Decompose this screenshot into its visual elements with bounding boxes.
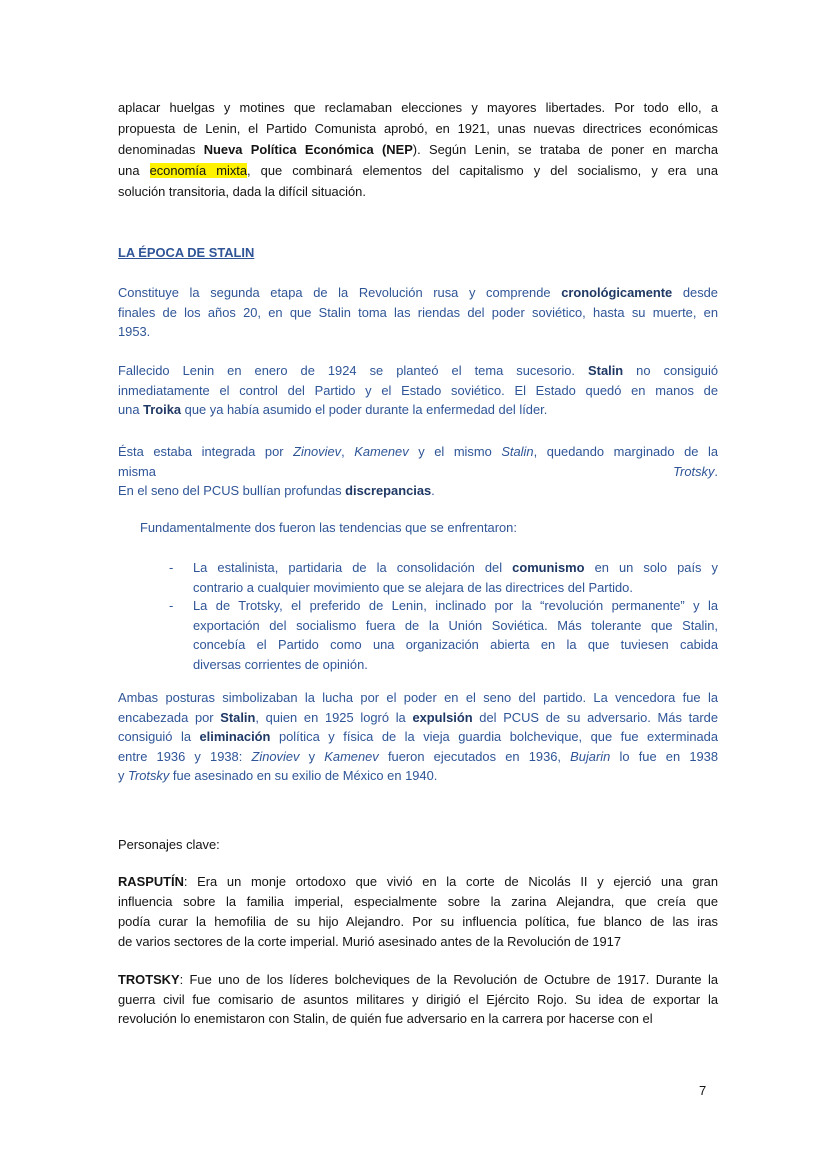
bold-text: expulsión — [412, 709, 473, 725]
text-line — [118, 970, 718, 990]
text-line — [118, 118, 718, 139]
text-run: no consiguió — [623, 363, 719, 378]
text-run: aplacar huelgas y motines que reclamaban elecciones y mayores libertades. Por todo ello, a — [118, 100, 718, 115]
paragraph — [140, 518, 740, 538]
paragraph — [118, 442, 718, 501]
highlighted-text: economía mixta — [149, 163, 248, 178]
bold-text: eliminación — [199, 729, 271, 745]
text-line — [140, 518, 740, 538]
text-line — [118, 708, 718, 728]
text-run: del PCUS de su adversario. Más tarde — [472, 709, 718, 725]
text-line — [118, 361, 718, 381]
text-run: diversas corrientes de opinión. — [193, 656, 368, 672]
text-line — [193, 578, 718, 598]
text-run: : Fue uno de los líderes bolcheviques de la Revolución de Octubre de 1917. Durante la — [179, 972, 718, 987]
text-run: influencia sobre la familia imperial, especialmente sobre la zarina Alejandra, que creía que — [118, 894, 718, 909]
italic-text: Zinoviev — [293, 444, 342, 459]
italic-text: Bujarin — [570, 748, 611, 764]
text-line — [118, 97, 718, 118]
text-line — [118, 283, 718, 303]
text-run: y — [299, 748, 325, 764]
text-run: entre 1936 y 1938: — [118, 748, 252, 764]
italic-text: Kamenev — [354, 444, 409, 459]
text-run: lo fue en 1938 — [610, 748, 719, 764]
text-line — [118, 381, 718, 401]
paragraph — [118, 835, 718, 855]
text-run: Fallecido Lenin en enero de 1924 se planteó el tema sucesorio. — [118, 363, 589, 378]
paragraph — [118, 283, 718, 342]
bold-text: comunismo — [512, 560, 585, 575]
bold-text: Stalin — [220, 709, 256, 725]
text-line — [118, 462, 718, 482]
bold-text: Nueva Política Económica (NEP — [203, 142, 413, 157]
text-run: Personajes clave: — [118, 837, 220, 852]
text-line — [118, 932, 718, 952]
text-run: solución transitoria, dada la difícil situación. — [118, 184, 366, 199]
paragraph — [118, 97, 718, 202]
text-line — [118, 727, 718, 747]
bold-text: TROTSKY — [118, 972, 180, 987]
list-item — [169, 558, 718, 597]
text-run: , que combinará elementos del capitalismo y del socialismo, y era una — [247, 163, 718, 178]
text-line — [193, 596, 718, 616]
text-line — [118, 481, 718, 501]
bold-text: cronológicamente — [561, 285, 673, 300]
text-line — [118, 322, 718, 342]
text-run: en un solo país y — [584, 560, 718, 575]
text-line — [118, 303, 718, 323]
text-line — [118, 442, 718, 462]
text-run: En el seno del PCUS bullían profundas — [118, 483, 346, 499]
text-run: . — [431, 483, 435, 499]
paragraph — [118, 970, 718, 1029]
text-line — [118, 892, 718, 912]
text-line — [193, 655, 718, 675]
text-run: guerra civil fue comisario de asuntos militares y dirigió el Ejército Rojo. Su idea de exportar la — [118, 991, 718, 1007]
text-run: , — [341, 444, 355, 459]
text-run: y — [118, 768, 129, 784]
text-run: una — [118, 402, 144, 418]
list-bullet: - — [169, 598, 174, 613]
text-run: La de Trotsky, el preferido de Lenin, inclinado por la “revolución permanente” y la — [193, 598, 718, 613]
paragraph — [118, 872, 718, 952]
italic-text: Trotsky — [128, 768, 170, 784]
text-run: La estalinista, partidaria de la consolidación del — [193, 560, 513, 575]
page-number: 7 — [699, 1083, 707, 1098]
bold-text: Stalin — [588, 363, 624, 378]
text-run: LA ÉPOCA DE STALIN — [118, 245, 255, 260]
text-run: de varios sectores de la corte imperial. Murió asesinado antes de la Revolución de 1917 — [118, 934, 622, 949]
text-run: fueron ejecutados en 1936, — [378, 748, 571, 764]
text-run: finales de los años 20, en que Stalin toma las riendas del poder soviético, hasta su muerte, en — [118, 304, 718, 320]
text-run: Ambas posturas simbolizaban la lucha por el poder en el seno del partido. La vencedora fue la — [118, 690, 718, 705]
list-item — [169, 596, 718, 674]
bold-text: Troika — [143, 402, 182, 418]
text-run: Fundamentalmente dos fueron las tendencias que se enfrentaron: — [140, 520, 517, 535]
bold-text: RASPUTÍN — [118, 874, 184, 889]
text-run: encabezada por — [118, 709, 221, 725]
text-line — [118, 747, 718, 767]
text-run: política y física de la vieja guardia bolchevique, que fue exterminada — [270, 729, 718, 745]
text-run: consiguió la — [118, 729, 200, 745]
text-line — [118, 872, 718, 892]
text-run: 1953. — [118, 324, 151, 340]
text-run: denominadas — [118, 142, 204, 157]
text-line — [118, 912, 718, 932]
text-run: inmediatamente el control del Partido y el Estado soviético. El Estado quedó en manos de — [118, 382, 718, 398]
list-bullet: - — [169, 560, 174, 575]
text-line — [118, 835, 718, 855]
italic-text: Zinoviev — [251, 748, 300, 764]
text-run: exportación del socialismo fuera de la Unión Soviética. Más tolerante que Stalin, — [193, 617, 718, 633]
text-run: que ya había asumido el poder durante la enfermedad del líder. — [181, 402, 548, 418]
text-run: misma — [118, 463, 674, 479]
text-line — [118, 243, 718, 263]
text-line — [193, 635, 718, 655]
text-run: propuesta de Lenin, el Partido Comunista aprobó, en 1921, unas nuevas directrices económicas — [118, 121, 718, 136]
section-heading — [118, 243, 718, 263]
text-run: una — [118, 163, 150, 178]
text-run: y el mismo — [408, 444, 502, 459]
text-line — [118, 400, 718, 420]
text-run: . — [714, 463, 718, 479]
text-run: podía curar la hemofilia de su hijo Alejandro. Por su influencia política, fue blanco de las iras — [118, 914, 718, 929]
text-line — [118, 766, 718, 786]
text-run: , quedando marginado de la — [533, 444, 718, 459]
text-run: ). Según Lenin, se trataba de poner en marcha — [412, 142, 718, 157]
text-run: Ésta estaba integrada por — [118, 444, 294, 459]
paragraph — [118, 361, 718, 420]
text-line — [118, 990, 718, 1010]
italic-text: Trotsky — [673, 463, 715, 479]
text-line — [118, 181, 718, 202]
text-line — [118, 688, 718, 708]
italic-text: Kamenev — [324, 748, 379, 764]
italic-text: Stalin — [501, 444, 534, 459]
bold-text: discrepancias — [345, 483, 432, 499]
paragraph — [118, 688, 718, 786]
text-line — [193, 616, 718, 636]
text-line — [193, 558, 718, 578]
text-line — [118, 160, 718, 181]
text-run: Constituye la segunda etapa de la Revolución rusa y comprende — [118, 285, 562, 300]
text-run: revolución lo enemistaron con Stalin, de quién fue adversario en la carrera por hacerse con el — [118, 1011, 653, 1027]
text-run: fue asesinado en su exilio de México en 1940. — [169, 768, 438, 784]
text-run: , quien en 1925 logró la — [255, 709, 413, 725]
text-run: contrario a cualquier movimiento que se alejara de las directrices del Partido. — [193, 579, 633, 595]
text-line — [118, 139, 718, 160]
text-line — [118, 1009, 718, 1029]
text-run: : Era un monje ortodoxo que vivió en la corte de Nicolás II y ejerció una gran — [183, 874, 718, 889]
text-run: concebía el Partido como una organización abierta en la que tuviesen cabida — [193, 637, 718, 653]
text-run: desde — [672, 285, 718, 300]
